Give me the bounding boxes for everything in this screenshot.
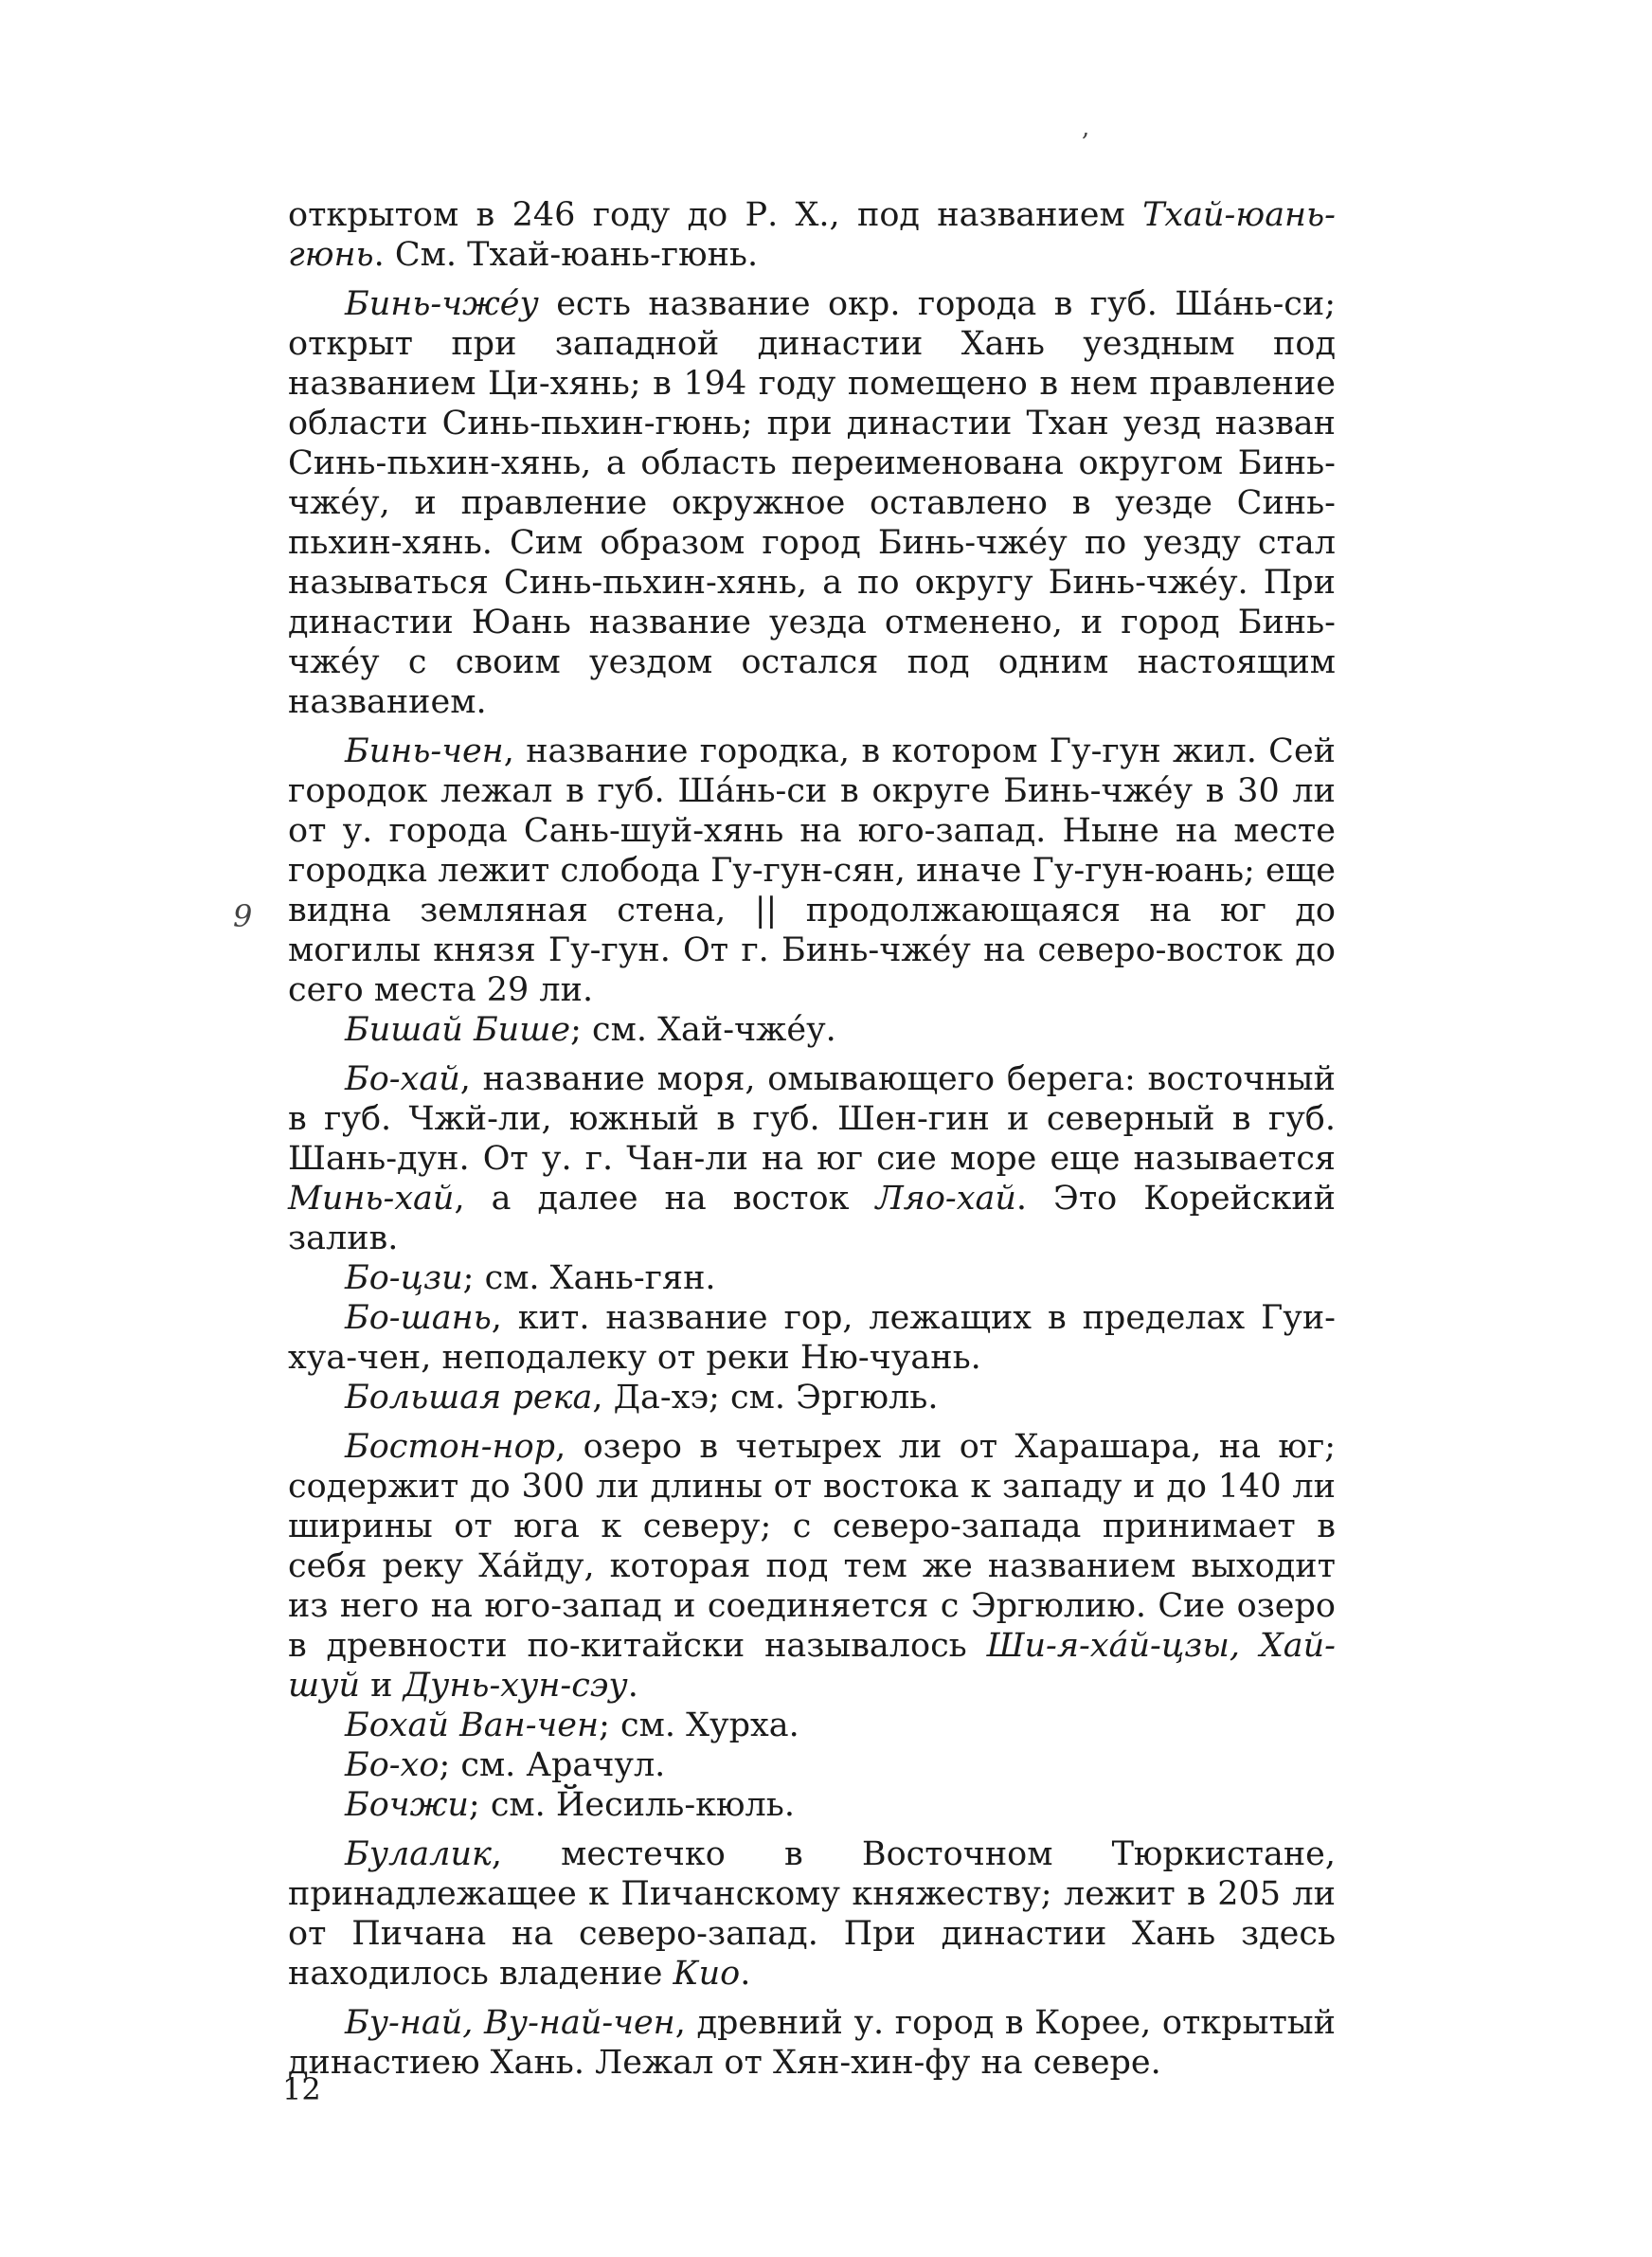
paragraph bbox=[288, 2003, 1336, 2083]
page-number: 12 bbox=[282, 2071, 321, 2107]
text-run: . bbox=[627, 1667, 638, 1705]
paragraph bbox=[288, 1059, 1336, 1258]
text-run: , а далее на восток bbox=[454, 1180, 876, 1218]
text-run: есть название окр. города в губ. Шáнь-си; открыт при западной династии Хань уездным под названием Ци-хянь; в 194 году помещено в нем правление области Синь-пьхин-гюнь; при династии Тхан уезд назван Синь-пьхин-хянь, а область переименована округом Бинь-чжéу, и правление окружное оставлено в уезде Синь-пьхин-хянь. Сим образом город Бинь-чжéу по уезду стал называться Синь-пьхин-хянь, а по округу Бинь-чжéу. При династии Юань название уезда отменено, и город Бинь-чжéу с своим уездом остался под одним настоящим названием. bbox=[288, 285, 1336, 721]
top-mark: , bbox=[1082, 114, 1090, 142]
text-run: . bbox=[740, 1955, 751, 1993]
italic-term: Бо-хай bbox=[345, 1060, 460, 1098]
text-run: , древний у. город в Корее, открытый династиею Хань. Лежал от Хян-хин-фу на севере. bbox=[288, 2004, 1336, 2082]
italic-term: Кио bbox=[673, 1955, 741, 1993]
text-run: ; см. Хай-чжéу. bbox=[570, 1011, 836, 1049]
italic-term: Бу-най, Ву-най-чен bbox=[345, 2004, 675, 2042]
paragraph bbox=[288, 1785, 1336, 1825]
italic-term: Бо-шань bbox=[345, 1299, 492, 1337]
italic-term: Бочжи bbox=[345, 1786, 469, 1824]
text-run: . Это Корейский залив. bbox=[288, 1180, 1336, 1257]
paragraph bbox=[288, 1834, 1336, 1994]
margin-number: 9 bbox=[233, 898, 253, 934]
paragraph bbox=[288, 284, 1336, 722]
text-run: . См. Тхай-юань-гюнь. bbox=[373, 236, 759, 274]
text-run: ; см. Йесиль-кюль. bbox=[468, 1786, 795, 1824]
italic-term: Бо-хо bbox=[345, 1746, 440, 1784]
paragraph bbox=[288, 1258, 1336, 1298]
paragraph bbox=[288, 1745, 1336, 1785]
italic-term: Бишай Бише bbox=[345, 1011, 571, 1049]
text-run: открытом в 246 году до Р. X., под названием bbox=[288, 196, 1143, 234]
italic-term: Бо-цзи bbox=[345, 1259, 463, 1297]
paragraph bbox=[288, 1706, 1336, 1745]
text-run: и bbox=[360, 1667, 404, 1705]
italic-term: Булалик bbox=[345, 1835, 492, 1873]
italic-term: Бостон-нор bbox=[345, 1428, 556, 1466]
text-run: ; см. Хурха. bbox=[599, 1706, 799, 1744]
paragraph bbox=[288, 731, 1336, 1010]
italic-term: Большая река bbox=[345, 1379, 593, 1417]
italic-term: Бохай Ван-чен bbox=[345, 1706, 600, 1744]
paragraph bbox=[288, 1427, 1336, 1706]
text-run: , название городка, в котором Гу-гун жил. Сей городок лежал в губ. Шáнь-си в округе Бинь-чжéу в 30 ли от у. города Сань-шуй-хянь на юго-запад. Ныне на месте городка лежит слобода Гу-гун-сян, иначе Гу-гун-юань; еще видна земляная стена, || продолжающаяся на юг до могилы князя Гу-гун. От г. Бинь-чжéу на северо-восток до сего места 29 ли. bbox=[288, 732, 1336, 1009]
paragraph bbox=[288, 1298, 1336, 1378]
text-run: ; см. Хань-гян. bbox=[462, 1259, 716, 1297]
italic-term: Минь-хай bbox=[288, 1180, 455, 1218]
italic-term: Тхай-юань-гюнь bbox=[288, 196, 1336, 274]
italic-term: Бинь-чжéу bbox=[345, 285, 539, 323]
paragraph bbox=[288, 1378, 1336, 1417]
italic-term: Бинь-чен bbox=[345, 732, 504, 770]
text-column bbox=[288, 195, 1336, 2083]
italic-term: Дунь-хун-сэу bbox=[403, 1667, 628, 1705]
text-run: , название моря, омывающего берега: восточный в губ. Чжй-ли, южный в губ. Шен-гин и северный в губ. Шань-дун. От у. г. Чан-ли на юг сие море еще называется bbox=[288, 1060, 1336, 1178]
text-run: , местечко в Восточном Тюркистане, принадлежащее к Пичанскому княжеству; лежит в 205 ли от Пичана на северо-запад. При династии Хань здесь находилось владение bbox=[288, 1835, 1336, 1993]
text-run: , Да-хэ; см. Эргюль. bbox=[592, 1379, 939, 1417]
text-run: , озеро в четырех ли от Харашара, на юг; содержит до 300 ли длины от востока к западу и до 140 ли ширины от юга к северу; с северо-запада принимает в себя реку Хáйду, которая под тем же названием выходит из него на юго-запад и соединяется с Эргюлию. Сие озеро в древности по-китайски называлось bbox=[288, 1428, 1336, 1665]
italic-term: Ши-я-хáй-цзы, Хай-шуй bbox=[288, 1627, 1336, 1705]
paragraph bbox=[288, 195, 1336, 275]
text-run: ; см. Арачул. bbox=[439, 1746, 666, 1784]
italic-term: Ляо-хай bbox=[875, 1180, 1016, 1218]
text-run: , кит. название гор, лежащих в пределах Гуи-хуа-чен, неподалеку от реки Ню-чуань. bbox=[288, 1299, 1336, 1377]
paragraph bbox=[288, 1010, 1336, 1050]
